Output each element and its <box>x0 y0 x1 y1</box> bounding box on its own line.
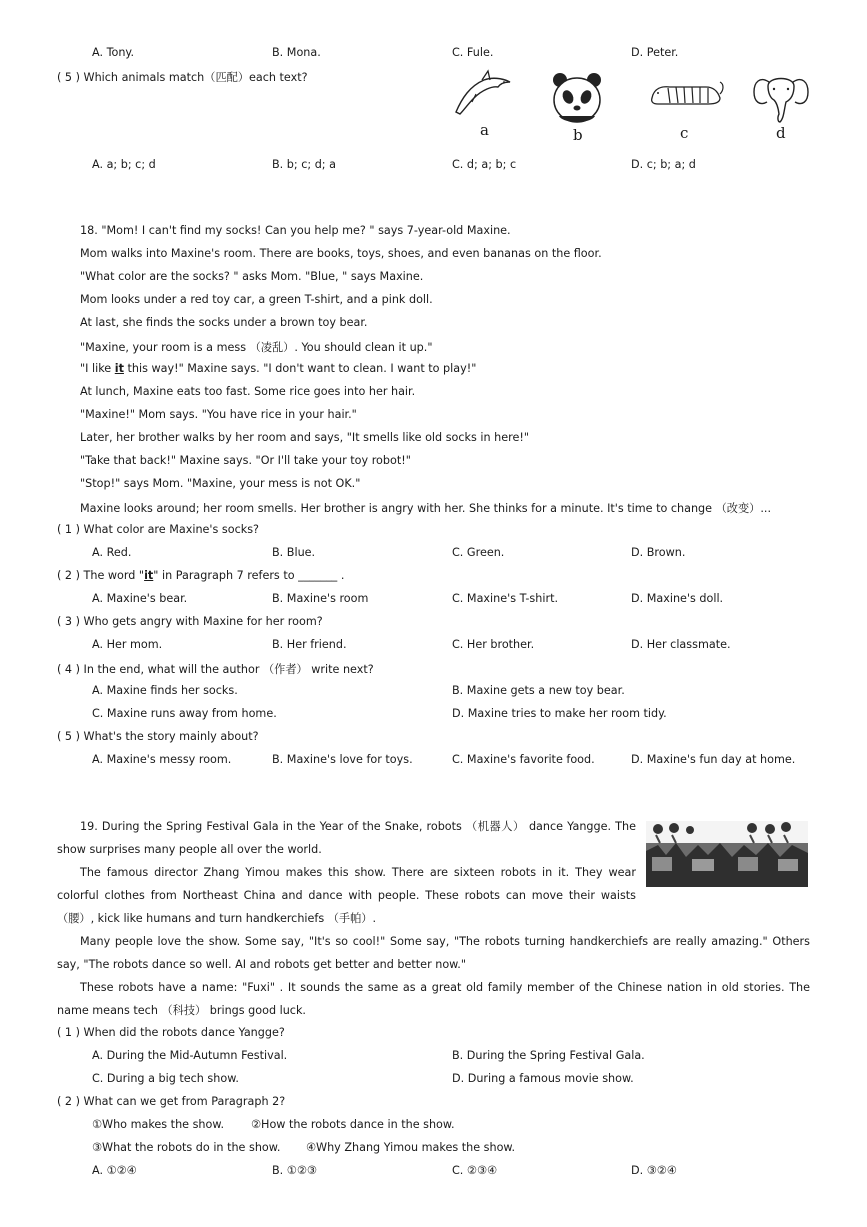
passage-line: Mom walks into Maxine's room. There are books, toys, shoes, and even bananas on the floor. <box>80 247 602 260</box>
option-c: C. Maxine's T-shirt. <box>452 592 559 605</box>
option-b: B. ①②③ <box>272 1164 317 1177</box>
question-stem: ( 2 ) What can we get from Paragraph 2? <box>57 1095 286 1108</box>
option-b: B. Her friend. <box>272 638 347 651</box>
option-a: A. Her mom. <box>92 638 163 651</box>
elephant-icon <box>752 72 810 124</box>
option-c: C. During a big tech show. <box>92 1072 239 1085</box>
stem-text: " in Paragraph 7 refers to _______ . <box>153 569 345 582</box>
option-b: B. Blue. <box>272 546 316 559</box>
stem-text: ( 2 ) The word " <box>57 569 145 582</box>
passage-line: "Maxine!" Mom says. "You have rice in your hair." <box>80 408 357 421</box>
option-c: C. Maxine's favorite food. <box>452 753 595 766</box>
statement-item: ①Who makes the show. <box>92 1118 225 1131</box>
statement-item: ②How the robots dance in the show. <box>251 1118 455 1131</box>
animal-label-c: c <box>680 124 689 142</box>
option-b: B. During the Spring Festival Gala. <box>452 1049 645 1062</box>
option-c: C. Her brother. <box>452 638 535 651</box>
animal-label-d: d <box>776 124 786 142</box>
passage-line: Mom looks under a red toy car, a green T-shirt, and a pink doll. <box>80 293 433 306</box>
option-d: D. ③②④ <box>631 1164 677 1177</box>
panda-icon <box>551 72 603 126</box>
option-d: D. During a famous movie show. <box>452 1072 634 1085</box>
tiger-icon <box>648 78 724 108</box>
passage-line: "Take that back!" Maxine says. "Or I'll take your toy robot!" <box>80 454 411 467</box>
underlined-word: it <box>144 569 154 582</box>
option-b: B. Maxine's room <box>272 592 369 605</box>
option-a: A. Maxine's messy room. <box>92 753 232 766</box>
option-c: C. Maxine runs away from home. <box>92 707 277 720</box>
option-b: B. Maxine's love for toys. <box>272 753 413 766</box>
passage-line: Maxine looks around; her room smells. Her brother is angry with her. She thinks for a minute. It's time to change （改变）... <box>80 502 772 515</box>
question-stem: ( 5 ) Which animals match（匹配）each text? <box>57 71 308 84</box>
statement-item: ④Why Zhang Yimou makes the show. <box>306 1141 516 1154</box>
question-stem: ( 5 ) What's the story mainly about? <box>57 730 259 743</box>
passage-paragraph: Many people love the show. Some say, "It's so cool!" Some say, "The robots turning handkerchiefs are really amazing." Others say, "The robots dance so well. AI and robots get better and better now." <box>57 935 810 971</box>
question-stem: ( 3 ) Who gets angry with Maxine for her room? <box>57 615 323 628</box>
option-a: A. Maxine finds her socks. <box>92 684 238 697</box>
passage-line <box>80 362 476 375</box>
animal-label-a: a <box>480 121 489 139</box>
passage-line: At lunch, Maxine eats too fast. Some rice goes into her hair. <box>80 385 416 398</box>
option-a: A. ①②④ <box>92 1164 137 1177</box>
passage-paragraph: The famous director Zhang Yimou makes this show. There are sixteen robots in it. They wear colorful clothes from Northeast China and dance with people. These robots can move their waists （腰）, kick like humans and turn handkerchiefs （手帕）. <box>57 866 636 925</box>
passage-line: "What color are the socks? " asks Mom. "Blue, " says Maxine. <box>80 270 424 283</box>
passage-line: 18. "Mom! I can't find my socks! Can you help me? " says 7-year-old Maxine. <box>80 224 511 237</box>
option-d: D. c; b; a; d <box>631 158 696 171</box>
passage-paragraph: These robots have a name: "Fuxi" . It sounds the same as a great old family member of the Chinese nation in old stories. The name means tech （科技） brings good luck. <box>57 981 810 1017</box>
question-stem <box>57 569 344 582</box>
animal-label-b: b <box>573 126 583 144</box>
option-a: A. Red. <box>92 546 132 559</box>
statement-item: ③What the robots do in the show. <box>92 1141 281 1154</box>
option-b: B. b; c; d; a <box>272 158 336 171</box>
passage-line: Later, her brother walks by her room and says, "It smells like old socks in here!" <box>80 431 529 444</box>
passage-line: At last, she finds the socks under a brown toy bear. <box>80 316 368 329</box>
option-a: A. Tony. <box>92 46 135 59</box>
underlined-word: it <box>114 362 124 375</box>
option-c: C. Green. <box>452 546 505 559</box>
passage-line: "Maxine, your room is a mess （凌乱）. You should clean it up." <box>80 341 433 354</box>
option-c: C. ②③④ <box>452 1164 498 1177</box>
option-c: C. d; a; b; c <box>452 158 517 171</box>
option-d: D. Brown. <box>631 546 686 559</box>
passage-text: this way!" Maxine says. "I don't want to clean. I want to play!" <box>123 362 477 375</box>
question-stem: ( 1 ) What color are Maxine's socks? <box>57 523 259 536</box>
dolphin-icon <box>452 68 514 116</box>
question-stem: ( 4 ) In the end, what will the author （作者） write next? <box>57 663 374 676</box>
option-b: B. Maxine gets a new toy bear. <box>452 684 625 697</box>
option-d: D. Maxine's doll. <box>631 592 724 605</box>
passage-line: "Stop!" says Mom. "Maxine, your mess is not OK." <box>80 477 361 490</box>
passage-text: "I like <box>80 362 115 375</box>
option-d: D. Her classmate. <box>631 638 731 651</box>
option-c: C. Fule. <box>452 46 494 59</box>
option-a: A. Maxine's bear. <box>92 592 188 605</box>
passage-paragraph: 19. During the Spring Festival Gala in the Year of the Snake, robots （机器人） dance Yangge. The show surprises many people all over the world. <box>57 820 636 856</box>
option-a: A. During the Mid-Autumn Festival. <box>92 1049 288 1062</box>
option-d: D. Maxine's fun day at home. <box>631 753 796 766</box>
option-b: B. Mona. <box>272 46 321 59</box>
option-d: D. Maxine tries to make her room tidy. <box>452 707 667 720</box>
option-d: D. Peter. <box>631 46 679 59</box>
option-a: A. a; b; c; d <box>92 158 156 171</box>
question-stem: ( 1 ) When did the robots dance Yangge? <box>57 1026 285 1039</box>
